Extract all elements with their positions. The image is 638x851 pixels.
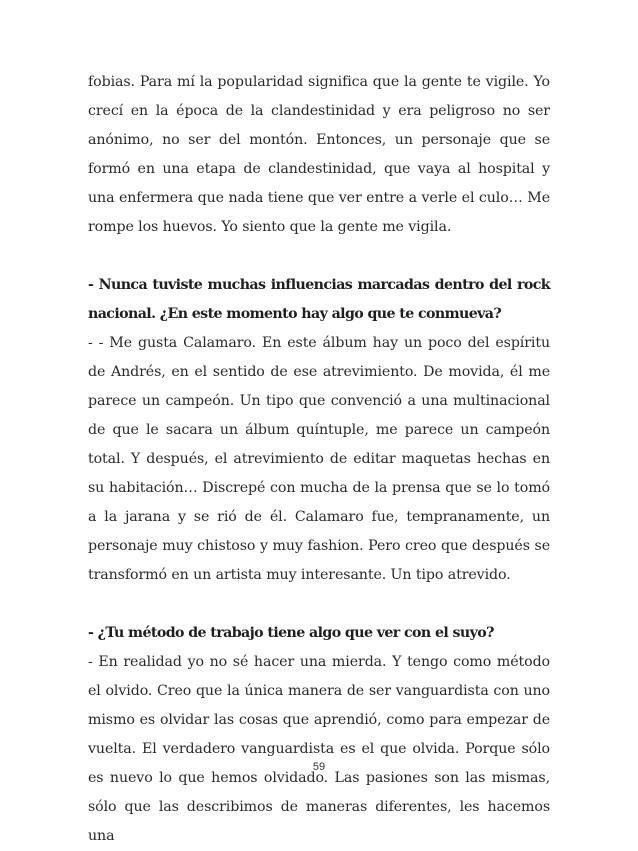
interview-answer: - En realidad yo no sé hacer una mierda. Y tengo como método el olvido. Creo que la única manera de ser vanguardista con uno mismo es olvidar las cosas que aprendió, como para empezar de vuelta. El verdadero vanguardista es el que olvida. Porque sólo es nuevo lo que hemos olvidado. Las pasiones son las mismas, sólo que las describimos de maneras diferentes, les hacemos una (88, 654, 550, 844)
interview-question: - ¿Tu método de trabajo tiene algo que ver con el suyo? (88, 625, 494, 641)
paragraph-body: fobias. Para mí la popularidad significa que la gente te vigile. Yo crecí en la época de la clandestinidad y era peligroso no ser anónimo, no ser del montón. Entonces, un personaje que se formó en una etapa de clandestinidad, que vaya al hospital y una enfermera que nada tiene que ver entre a verle el culo… Me rompe los huevos. Yo siento que la gente me vigila. (88, 74, 550, 235)
paragraph-spacer (88, 590, 550, 619)
interview-question: - Nunca tuviste muchas influencias marcadas dentro del rock nacional. ¿En este momento hay algo que te conmueva? (88, 277, 550, 322)
interview-answer: - - Me gusta Calamaro. En este álbum hay un poco del espíritu de Andrés, en el sentido de ese atrevimiento. De movida, él me parece un campeón. Un tipo que convenció a una multinacional de que le sacara un álbum quíntuple, me parece un campeón total. Y después, el atrevimiento de editar maquetas hechas en su habitación… Discrepé con mucha de la prensa que se lo tomó a la jarana y se rió de él. Calamaro fue, tempranamente, un personaje muy chistoso y muy fashion. Pero creo que después se transformó en un artista muy interesante. Un tipo atrevido. (88, 335, 550, 583)
paragraph-spacer (88, 242, 550, 271)
document-page (88, 68, 550, 851)
page-number: 59 (312, 761, 326, 773)
